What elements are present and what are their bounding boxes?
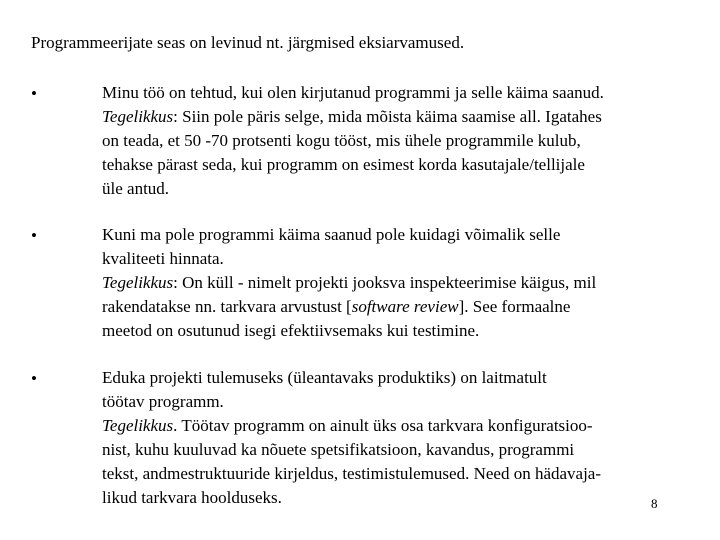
text-line xyxy=(102,295,702,319)
text-run: likud tarkvara hoolduseks. xyxy=(102,488,282,507)
text-run: Eduka projekti tulemuseks (üleantavaks produktiks) on laitmatult xyxy=(102,368,547,387)
text-run: nist, kuhu kuuluvad ka nõuete spetsifikatsioon, kavandus, programmi xyxy=(102,440,575,459)
emphasis-text: Tegelikkus xyxy=(102,107,174,126)
text-line xyxy=(102,486,702,510)
intro-text: Programmeerijate seas on levinud nt. järgmised eksiarvamused. xyxy=(31,33,465,52)
text-run: töötav programm. xyxy=(102,392,224,411)
text-run: kvaliteeti hinnata. xyxy=(102,249,224,268)
text-line xyxy=(102,177,702,201)
text-run: tekst, andmestruktuuride kirjeldus, testimistulemused. Need on hädavaja- xyxy=(102,464,602,483)
bullet-item-2 xyxy=(102,223,702,343)
text-run: rakendatakse nn. tarkvara arvustust [ xyxy=(102,297,352,316)
text-run: . Töötav programm on ainult üks osa tarkvara konfiguratsioo- xyxy=(173,416,593,435)
text-line xyxy=(102,414,702,438)
text-run: üle antud. xyxy=(102,179,170,198)
text-run: : Siin pole päris selge, mida mõista käima saamise all. Igatahes xyxy=(173,107,602,126)
bullet-item-1 xyxy=(102,81,702,201)
text-line xyxy=(102,319,702,343)
text-line xyxy=(102,153,702,177)
text-line xyxy=(102,129,702,153)
text-run: Minu töö on tehtud, kui olen kirjutanud programmi ja selle käima saanud. xyxy=(102,83,604,102)
text-line xyxy=(102,105,702,129)
text-line xyxy=(102,438,702,462)
text-run: Kuni ma pole programmi käima saanud pole kuidagi võimalik selle xyxy=(102,225,561,244)
text-line xyxy=(102,462,702,486)
text-run: tehakse pärast seda, kui programm on esimest korda kasutajale/tellijale xyxy=(102,155,585,174)
emphasis-text: software review xyxy=(351,297,459,316)
text-run: ]. See formaalne xyxy=(458,297,571,316)
text-line xyxy=(102,81,702,105)
text-line xyxy=(102,223,702,247)
text-run: on teada, et 50 -70 protsenti kogu tööst, mis ühele programmile kulub, xyxy=(102,131,581,150)
text-run: meetod on osutunud isegi efektiivsemaks kui testimine. xyxy=(102,321,480,340)
text-line xyxy=(102,247,702,271)
bullet-marker: • xyxy=(31,369,37,388)
text-line xyxy=(102,366,702,390)
bullet-marker: • xyxy=(31,84,37,103)
emphasis-text: Tegelikkus xyxy=(102,273,174,292)
text-run: : On küll - nimelt projekti jooksva inspekteerimise käigus, mil xyxy=(173,273,597,292)
emphasis-text: Tegelikkus xyxy=(102,416,174,435)
page-number: 8 xyxy=(651,496,658,511)
text-line xyxy=(102,271,702,295)
bullet-marker: • xyxy=(31,226,37,245)
text-line xyxy=(102,390,702,414)
bullet-item-3 xyxy=(102,366,702,510)
